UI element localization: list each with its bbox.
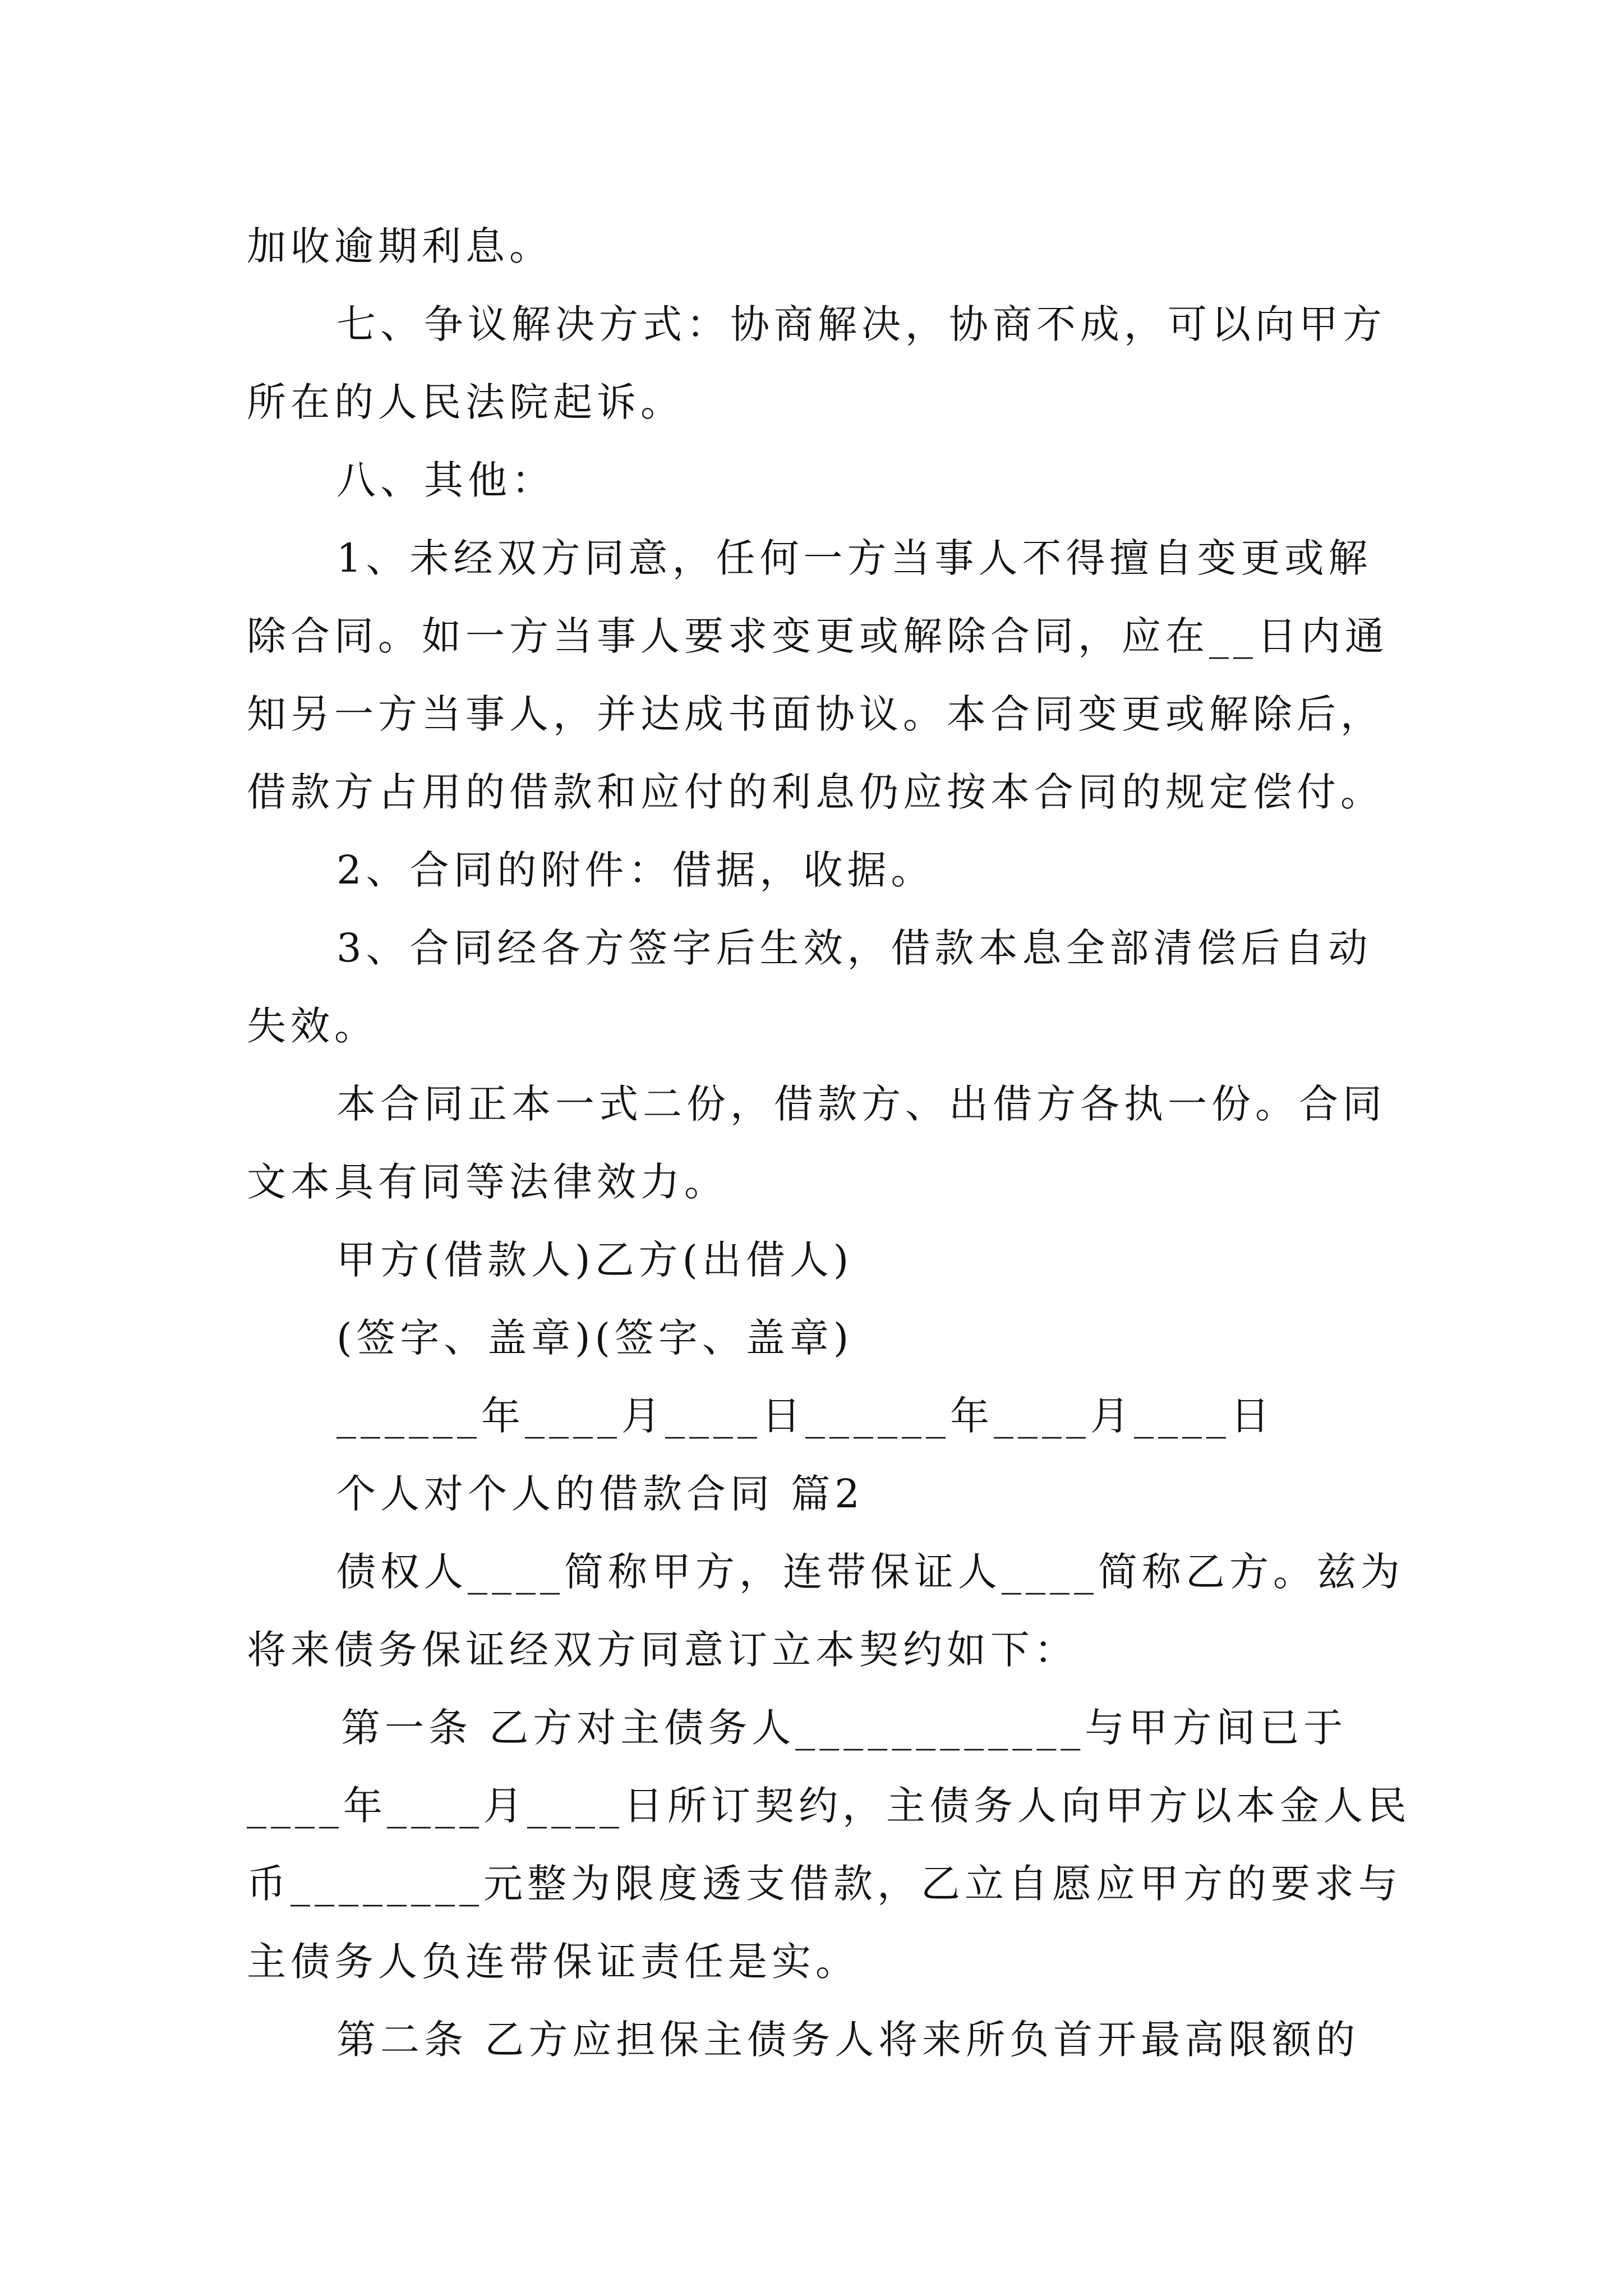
text-line: 第一条 乙方对主债务人____________与甲方间已于 <box>341 1705 1348 1751</box>
text-line: 3、合同经各方签字后生效，借款本息全部清偿后自动 <box>336 925 1372 971</box>
text-line: 主债务人负连带保证责任是实。 <box>247 1939 859 1985</box>
text-line: 加收逾期利息。 <box>247 223 553 269</box>
text-line: 2、合同的附件：借据，收据。 <box>336 847 935 893</box>
text-line: 借款方占用的借款和应付的利息仍应按本合同的规定偿付。 <box>247 769 1384 815</box>
text-line: 本合同正本一式二份，借款方、出借方各执一份。合同 <box>336 1081 1386 1127</box>
text-line: 失效。 <box>247 1003 378 1049</box>
text-line: 除合同。如一方当事人要求变更或解除合同，应在__日内通 <box>247 613 1389 659</box>
text-line: 第二条 乙方应担保主债务人将来所负首开最高限额的 <box>336 2017 1360 2063</box>
document-body <box>247 208 1411 2079</box>
text-line: 币________元整为限度透支借款，乙立自愿应甲方的要求与 <box>247 1861 1402 1907</box>
text-line: ____年____月____日所订契约，主债务人向甲方以本金人民 <box>247 1783 1411 1829</box>
text-line: 1、未经双方同意，任何一方当事人不得擅自变更或解 <box>336 535 1372 581</box>
text-line: 将来债务保证经双方同意订立本契约如下： <box>247 1627 1078 1673</box>
section-title: 个人对个人的借款合同 篇2 <box>336 1471 864 1517</box>
signature-seal: (签字、盖章)(签字、盖章) <box>336 1315 854 1361</box>
text-line: 知另一方当事人，并达成书面协议。本合同变更或解除后， <box>247 691 1384 737</box>
text-line: 所在的人民法院起诉。 <box>247 379 684 425</box>
text-line: 债权人____简称甲方，连带保证人____简称乙方。兹为 <box>336 1549 1404 1595</box>
signature-parties: 甲方(借款人)乙方(出借人) <box>336 1237 854 1283</box>
section-heading: 八、其他： <box>336 457 555 503</box>
signature-date: ______年____月____日______年____月____日 <box>336 1393 1274 1439</box>
text-line: 七、争议解决方式：协商解决，协商不成，可以向甲方 <box>336 301 1386 347</box>
text-line: 文本具有同等法律效力。 <box>247 1159 728 1205</box>
